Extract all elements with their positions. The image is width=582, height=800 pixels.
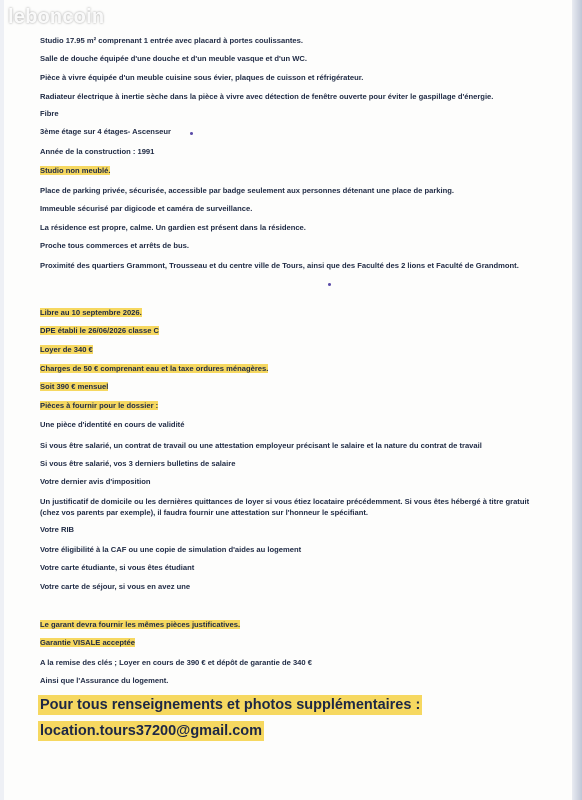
listing-line	[40, 146, 154, 157]
listing-line	[40, 185, 454, 196]
listing-line	[40, 363, 268, 374]
listing-line	[40, 307, 142, 318]
contact-email[interactable]: location.tours37200@gmail.com	[40, 723, 263, 739]
listing-line	[40, 325, 159, 336]
leboncoin-watermark: leboncoin	[8, 6, 105, 28]
highlighted-text: Charges de 50 € comprenant eau et la taxe ordures ménagères.	[40, 364, 269, 373]
listing-line	[40, 637, 135, 648]
listing-line	[40, 458, 235, 469]
line-text: Ainsi que l'Assurance du logement.	[40, 676, 169, 685]
listing-line	[40, 562, 194, 573]
line-text: Salle de douche équipée d'une douche et d'un meuble vasque et d'un WC.	[40, 54, 308, 63]
listing-line	[40, 165, 110, 176]
listing-line	[40, 108, 59, 119]
listing-line	[40, 72, 363, 83]
scan-border-right	[572, 0, 582, 800]
line-text: Si vous être salarié, un contrat de travail ou une attestation employeur précisant le salaire et la nature du contrat de travail	[40, 441, 482, 450]
listing-line	[40, 260, 535, 271]
listing-line	[40, 581, 190, 592]
line-text: Proche tous commerces et arrêts de bus.	[40, 241, 189, 250]
line-text: Pièce à vivre équipée d'un meuble cuisine sous évier, plaques de cuisson et réfrigérateur.	[40, 73, 364, 82]
listing-line	[40, 619, 240, 630]
listing-line	[40, 222, 306, 233]
listing-line	[40, 400, 158, 411]
highlighted-text: Pièces à fournir pour le dossier :	[40, 401, 159, 410]
highlighted-text: Loyer de 340 €	[40, 345, 93, 354]
scan-border-left	[0, 0, 4, 800]
stray-mark	[328, 283, 331, 286]
listing-line	[40, 126, 171, 137]
listing-line	[40, 544, 301, 555]
listing-line	[40, 675, 168, 686]
listing-line	[40, 35, 303, 46]
listing-line	[40, 53, 307, 64]
listing-line	[40, 91, 493, 102]
line-text: Votre RIB	[40, 525, 75, 534]
listing-line	[40, 344, 93, 355]
contact-heading: Pour tous renseignements et photos supplémentaires :	[40, 697, 421, 713]
line-text: Une pièce d'identité en cours de validité	[40, 420, 185, 429]
line-text: Année de la construction : 1991	[40, 147, 155, 156]
listing-line	[40, 381, 108, 392]
line-text: Votre carte de séjour, si vous en avez une	[40, 582, 191, 591]
listing-line	[40, 524, 74, 535]
listing-line	[40, 440, 482, 451]
line-text: A la remise des clés ; Loyer en cours de 390 € et dépôt de garantie de 340 €	[40, 658, 312, 667]
listing-line	[40, 476, 151, 487]
line-text: Fibre	[40, 109, 59, 118]
listing-line	[40, 657, 312, 668]
listing-line	[40, 240, 189, 251]
line-text: La résidence est propre, calme. Un gardien est présent dans la résidence.	[40, 223, 306, 232]
highlighted-text: DPE établi le 26/06/2026 classe C	[40, 326, 160, 335]
highlighted-text: Le garant devra fournir les mêmes pièces justificatives.	[40, 620, 241, 629]
highlighted-text: Libre au 10 septembre 2026.	[40, 308, 142, 317]
stray-mark	[190, 132, 193, 135]
line-text: Proximité des quartiers Grammont, Trousseau et du centre ville de Tours, ainsi que des Faculté des 2 lions et Faculté de Grandmont.	[40, 261, 519, 270]
line-text: Immeuble sécurisé par digicode et caméra de surveillance.	[40, 204, 253, 213]
listing-line	[40, 203, 252, 214]
line-text: Un justificatif de domicile ou les dernières quittances de loyer si vous étiez locataire précédemment. Si vous êtes hébergé à titre gratuit (chez vos parents par exemple), il faudra fournir une attestation sur l'honneur le spécifiant.	[40, 497, 530, 517]
line-text: Votre dernier avis d'imposition	[40, 477, 151, 486]
line-text: Studio 17.95 m² comprenant 1 entrée avec placard à portes coulissantes.	[40, 36, 303, 45]
highlighted-text: Studio non meublé.	[40, 166, 111, 175]
line-text: Si vous être salarié, vos 3 derniers bulletins de salaire	[40, 459, 236, 468]
highlighted-text: Soit 390 € mensuel	[40, 382, 109, 391]
line-text: Votre carte étudiante, si vous êtes étudiant	[40, 563, 195, 572]
line-text: Place de parking privée, sécurisée, accessible par badge seulement aux personnes détenant une place de parking.	[40, 186, 455, 195]
line-text: 3ème étage sur 4 étages- Ascenseur	[40, 127, 171, 136]
line-text: Votre éligibilité à la CAF ou une copie de simulation d'aides au logement	[40, 545, 302, 554]
line-text: Radiateur électrique à inertie sèche dans la pièce à vivre avec détection de fenêtre ouverte pour éviter le gaspillage d'énergie.	[40, 92, 494, 101]
listing-line	[40, 419, 184, 430]
listing-line	[40, 496, 535, 518]
highlighted-text: Garantie VISALE acceptée	[40, 638, 135, 647]
